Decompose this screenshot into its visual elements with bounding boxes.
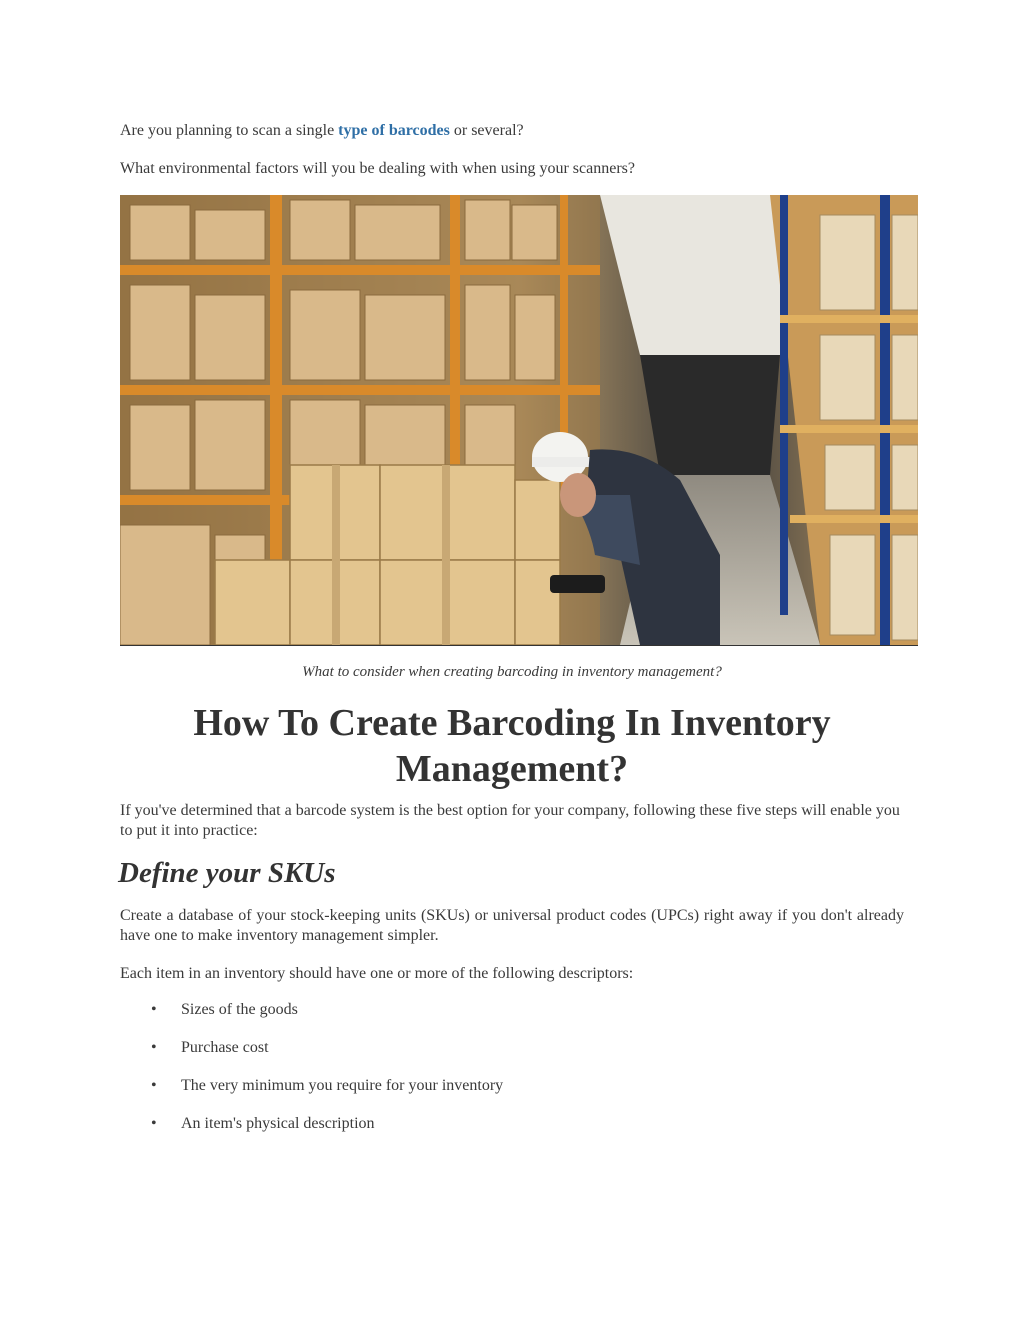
page-heading: How To Create Barcoding In Inventory Management?	[193, 702, 831, 790]
type-of-barcodes-link[interactable]: type of barcodes	[338, 122, 450, 139]
section-heading: Define your SKUs	[118, 857, 336, 889]
descriptor-list	[120, 1000, 503, 1152]
list-item-text: Purchase cost	[181, 1039, 269, 1056]
figure-caption: What to consider when creating barcoding in inventory management?	[302, 664, 722, 680]
p1-text-after: or several?	[449, 122, 524, 139]
list-item-text: An item's physical description	[181, 1115, 375, 1132]
list-item-text: The very minimum you require for your inventory	[181, 1077, 504, 1094]
list-item	[120, 1038, 503, 1076]
sku-paragraph: Create a database of your stock-keeping units (SKUs) or universal product codes (UPCs) right away if you don't already have one to make inventory management simpler.	[120, 907, 904, 944]
list-item-text: Sizes of the goods	[181, 1001, 298, 1018]
bullet-icon: •	[151, 1115, 157, 1132]
bullet-icon: •	[151, 1001, 157, 1018]
p1-text-before: Are you planning to scan a single	[120, 122, 339, 139]
descriptors-paragraph: Each item in an inventory should have one or more of the following descriptors:	[120, 965, 634, 982]
paragraph-barcode-types	[120, 121, 904, 141]
intro-paragraph: If you've determined that a barcode system is the best option for your company, following these five steps will enable you to put it into practice:	[120, 802, 900, 839]
warehouse-photo	[120, 195, 918, 646]
list-item	[120, 1114, 503, 1152]
bullet-icon: •	[151, 1039, 157, 1056]
list-item	[120, 1076, 503, 1114]
bullet-icon: •	[151, 1077, 157, 1094]
list-item	[120, 1000, 503, 1038]
paragraph-environment: What environmental factors will you be dealing with when using your scanners?	[120, 160, 635, 177]
